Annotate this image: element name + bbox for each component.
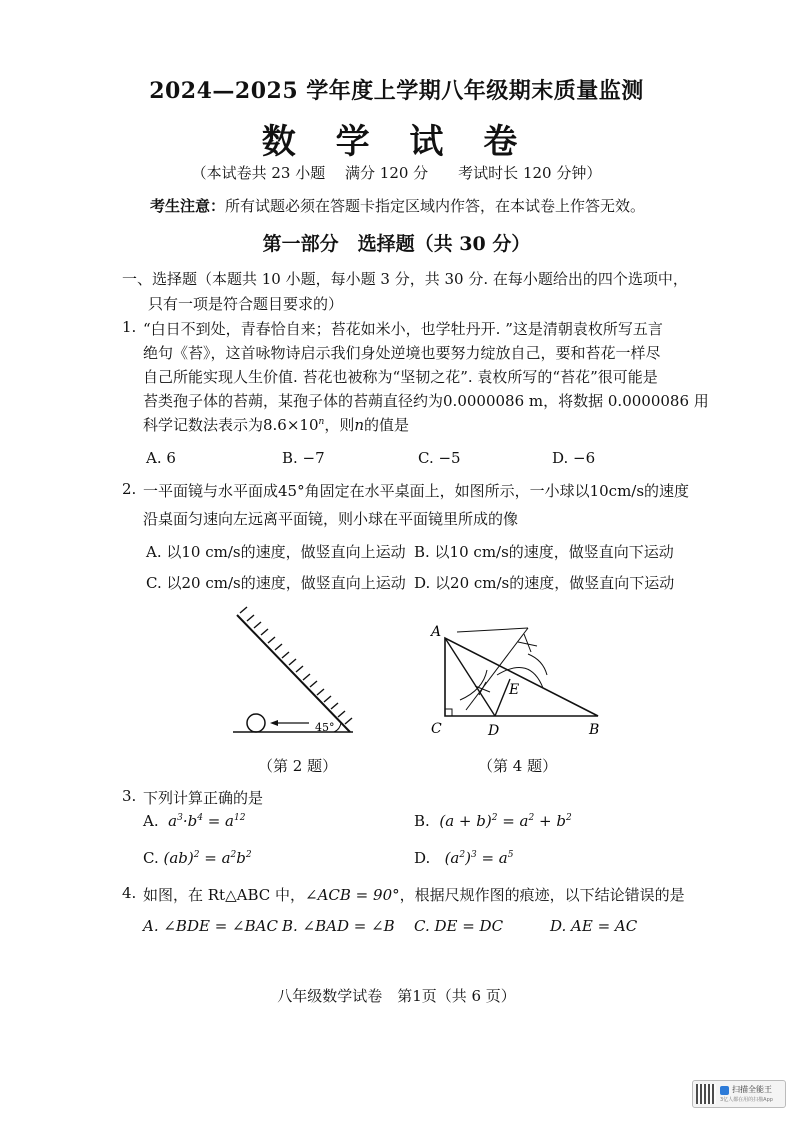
q3-option-b [414, 812, 572, 830]
notice-text: 所有试题必须在答题卡指定区域内作答，在本试卷上作答无效。 [225, 197, 646, 215]
q3-stem: 下列计算正确的是 [143, 789, 264, 807]
q3-option-d-label: D. [414, 849, 431, 867]
figure-q4-caption: （第 4 题） [478, 757, 558, 775]
label-b: B [589, 722, 600, 738]
q1-line1: “白日不到处，青春恰自来；苔花如米小，也学牡丹开. ”这是清朝袁枚所写五言 [143, 320, 663, 338]
q1-line5-b: ，则 [324, 416, 355, 434]
q4-option-d: D. AE = AC [550, 917, 638, 935]
figure-q2-mirror [225, 605, 365, 740]
q4-stem-a: 如图，在 Rt△ABC 中， [143, 886, 306, 904]
exam-info: （本试卷共 23 小题 满分 120 分 考试时长 120 分钟） [191, 164, 602, 182]
q3-option-d-math: $(a^2)^3 = a^5$ [444, 849, 514, 867]
q3-option-b-label: B. [414, 812, 430, 830]
candidate-notice [150, 195, 645, 216]
q4-stem [143, 884, 685, 905]
figure-q4-triangle [425, 620, 610, 745]
q4-option-c: C. DE = DC [414, 917, 504, 935]
q3-option-d [414, 849, 514, 867]
q1-line3: 自己所能实现人生价值. 苔花也被称为“坚韧之花”. 袁枚所写的“苔花”很可能是 [143, 368, 658, 386]
q4-option-b: B. ∠BAD = ∠B [282, 917, 395, 935]
qr-code-icon [696, 1084, 716, 1104]
q2-option-c: C. 以20 cm/s的速度，做竖直向上运动 [146, 574, 406, 592]
q2-option-d: D. 以20 cm/s的速度，做竖直向下运动 [414, 574, 675, 592]
section-instruction-line1: 一、选择题（本题共 10 小题，每小题 3 分，共 30 分. 在每小题给出的四个选项中， [122, 270, 688, 288]
notice-label: 考生注意： [150, 197, 226, 215]
q1-line4: 苔类孢子体的苔蒴，某孢子体的苔蒴直径约为0.0000086 m，将数据 0.0000086 用 [143, 392, 709, 410]
q1-option-d: D. −6 [552, 449, 596, 467]
section-instruction-line2: 只有一项是符合题目要求的） [148, 295, 344, 313]
q3-number: 3. [122, 787, 137, 805]
scanner-watermark [692, 1080, 786, 1108]
watermark-sub: 3亿人都在用的扫描App [720, 1097, 773, 1103]
q3-option-c [143, 849, 252, 867]
subject-title: 数 学 试 卷 [261, 122, 532, 162]
label-c: C [431, 721, 442, 737]
q2-line1: 一平面镜与水平面成45°角固定在水平桌面上，如图所示，一小球以10cm/s的速度 [143, 482, 690, 500]
q2-option-b: B. 以10 cm/s的速度，做竖直向下运动 [414, 543, 674, 561]
q2-line2: 沿桌面匀速向左远离平面镜，则小球在平面镜里所成的像 [143, 510, 519, 528]
page-footer: 八年级数学试卷 第1页（共 6 页） [277, 987, 516, 1005]
label-e: E [509, 682, 520, 698]
label-a: A [431, 624, 442, 640]
q1-option-c: C. −5 [418, 449, 461, 467]
q4-number: 4. [122, 884, 137, 902]
q1-line5-a: 科学记数法表示为8.6×10 [143, 416, 319, 434]
q1-line5 [143, 414, 409, 435]
camscanner-logo-icon [720, 1086, 729, 1095]
q1-number: 1. [122, 318, 137, 336]
q3-option-b-math: $(a + b)^2 = a^2 + b^2$ [439, 812, 572, 830]
q1-option-b: B. −7 [282, 449, 325, 467]
ball-shape [247, 714, 265, 732]
watermark-brand: 扫描全能王 [732, 1085, 772, 1094]
q3-option-a [143, 812, 245, 830]
q4-stem-angle: ∠ACB = 90° [305, 886, 400, 904]
q3-option-c-math: $(ab)^2 = a^2b^2$ [163, 849, 252, 867]
figure-q2-caption: （第 2 题） [258, 757, 338, 775]
q1-option-a: A. 6 [146, 449, 176, 467]
arrow-left-icon [270, 720, 278, 726]
q2-number: 2. [122, 480, 137, 498]
q4-option-a: A. ∠BDE = ∠BAC [143, 917, 278, 935]
q3-option-c-label: C. [143, 849, 159, 867]
q3-option-a-math: $a^3\cdot b^4 = a^{12}$ [168, 812, 246, 830]
exam-title: 2024—2025 学年度上学期八年级期末质量监测 [149, 78, 644, 104]
q1-line5-c: 的值是 [364, 416, 410, 434]
label-d: D [488, 723, 500, 739]
q4-stem-b: ，根据尺规作图的痕迹，以下结论错误的是 [399, 886, 685, 904]
q1-exponent: n [318, 417, 325, 427]
q3-option-a-label: A. [143, 812, 159, 830]
q1-n: n [354, 416, 364, 434]
q1-line2: 绝句《苔》，这首咏物诗启示我们身处逆境也要努力绽放自己，要和苔花一样尽 [143, 344, 661, 362]
part-one-title: 第一部分 选择题（共 30 分） [262, 233, 531, 255]
angle-label: 45° [315, 721, 335, 734]
q2-option-a: A. 以10 cm/s的速度，做竖直向上运动 [146, 543, 406, 561]
